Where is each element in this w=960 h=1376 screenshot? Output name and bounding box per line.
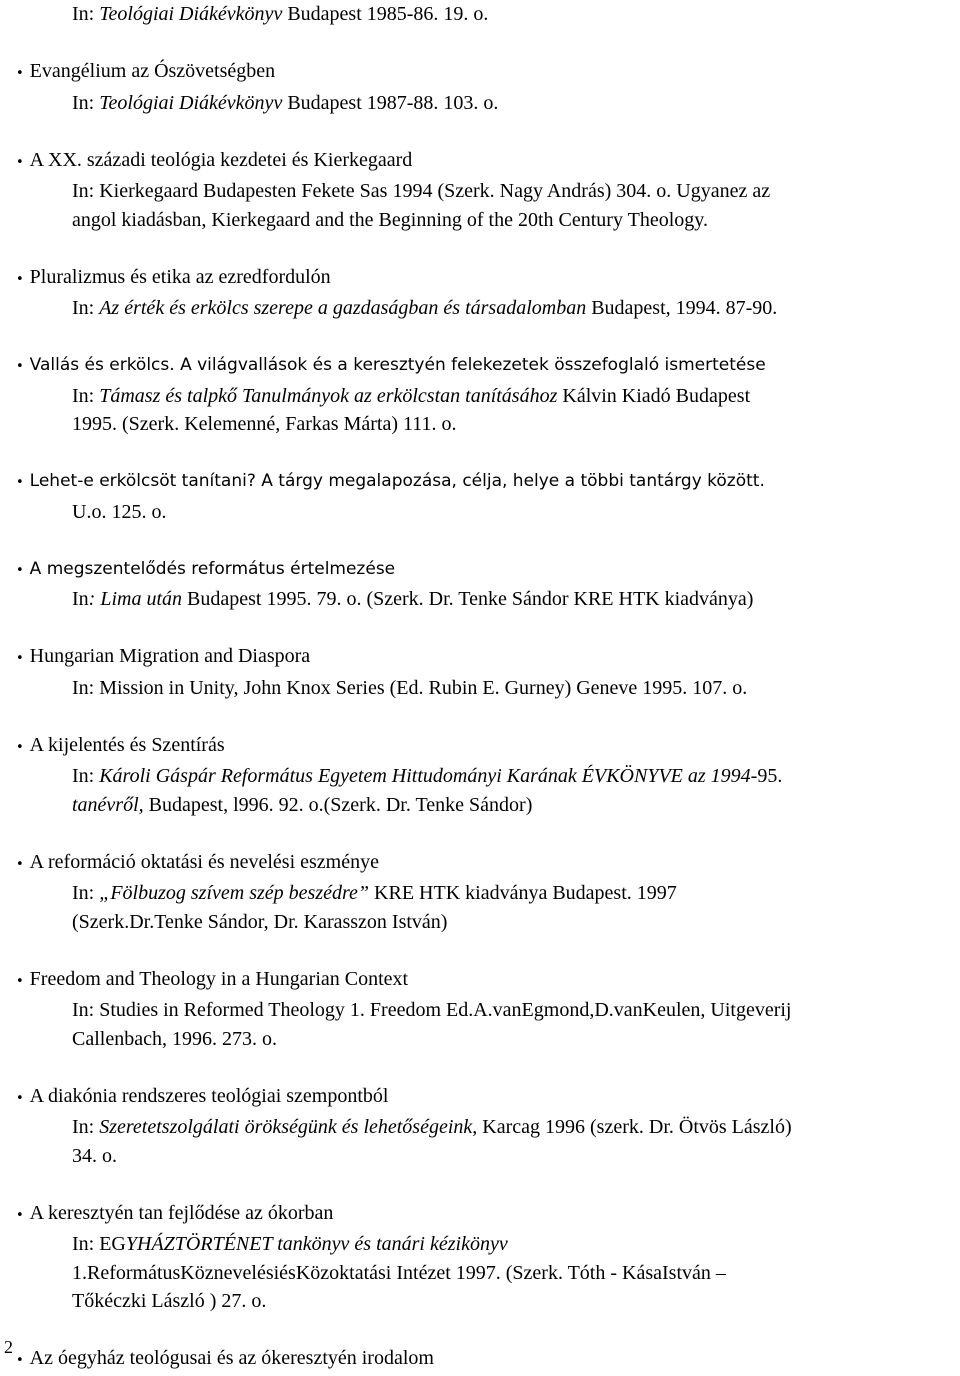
entry-source-line bbox=[72, 177, 952, 206]
entry-title bbox=[14, 57, 952, 89]
list-item bbox=[0, 642, 960, 702]
source-rest: , Karcag 1996 (szerk. Dr. Ötvös László) bbox=[472, 1116, 792, 1138]
entry-title-text: Evangélium az Ószövetségben bbox=[29, 60, 276, 82]
source-italic: Szeretetszolgálati örökségünk és lehetőségeink bbox=[99, 1116, 473, 1138]
source-prefix: In: Mission in Unity, John Knox Series (Ed. Rubin E. Gurney) Geneve 1995. 107. o. bbox=[72, 676, 748, 699]
bullet-icon: • bbox=[16, 154, 24, 170]
bullet-icon: • bbox=[16, 651, 24, 666]
top-fragment bbox=[0, 0, 960, 29]
entry-source-line bbox=[72, 410, 952, 439]
entry-source-line bbox=[72, 762, 952, 791]
entry-title bbox=[14, 467, 952, 498]
source-italic: Teológiai Diákévkönyv bbox=[99, 3, 283, 25]
entry-source-line bbox=[72, 1287, 952, 1316]
source-prefix: In: bbox=[72, 3, 100, 25]
entry-source-line bbox=[72, 294, 952, 323]
entry-source-line bbox=[72, 996, 952, 1025]
list-item bbox=[0, 57, 960, 117]
bullet-icon: • bbox=[16, 66, 24, 81]
bullet-icon: • bbox=[16, 856, 24, 872]
entry-source-line bbox=[72, 674, 952, 703]
entry-title-text: A diakónia rendszeres teológiai szempontból bbox=[29, 1084, 389, 1107]
source-prefix: In: bbox=[72, 765, 100, 787]
bullet-icon: • bbox=[16, 562, 24, 578]
bullet-icon: • bbox=[16, 1207, 24, 1223]
entry-title-text: Hungarian Migration and Diaspora bbox=[29, 645, 311, 667]
list-item bbox=[0, 1082, 960, 1171]
entry-title bbox=[14, 731, 952, 763]
entry-title-text: A megszentelődés református értelmezése bbox=[29, 558, 396, 579]
source-italic: tanévről, bbox=[72, 793, 144, 816]
list-item bbox=[0, 731, 960, 820]
page-number: 2 bbox=[4, 1337, 13, 1357]
source-italic: YHÁZTÖRTÉNET tankönyv és tanári kézikönyv bbox=[125, 1233, 508, 1255]
source-prefix: Callenbach, 1996. 273. o. bbox=[72, 1027, 277, 1050]
entry-title bbox=[14, 1199, 952, 1231]
source-italic: „Fölbuzog szívem szép beszédre” bbox=[99, 882, 370, 904]
entry-title bbox=[14, 1082, 952, 1114]
entry-title-text: Vallás és erkölcs. A világvallások és a keresztyén felekezetek összefoglaló ismertetése bbox=[29, 355, 766, 375]
source-prefix: 1995. (Szerk. Kelemenné, Farkas Márta) 111. o. bbox=[72, 413, 457, 435]
entry-source-line bbox=[72, 1142, 952, 1171]
source-rest: Budapest 1987-88. 103. o. bbox=[282, 91, 499, 114]
list-item bbox=[0, 555, 960, 614]
entry-title bbox=[14, 642, 952, 674]
entry-source-line bbox=[72, 1113, 952, 1142]
source-prefix: In: bbox=[72, 1116, 100, 1138]
source-rest: Budapest, l996. 92. o.(Szerk. Dr. Tenke Sándor) bbox=[143, 793, 533, 816]
source-rest: Kálvin Kiadó Budapest bbox=[557, 384, 751, 407]
entry-title-text: A reformáció oktatási és nevelési eszménye bbox=[29, 850, 379, 873]
entry-source-line bbox=[72, 1025, 952, 1054]
bullet-icon: • bbox=[16, 359, 24, 374]
source-prefix: In: bbox=[72, 297, 100, 319]
bullet-icon: • bbox=[16, 475, 24, 490]
bullet-icon: • bbox=[16, 973, 24, 989]
entry-title bbox=[14, 1344, 952, 1376]
entry-title-text: Lehet-e erkölcsöt tanítani? A tárgy megalapozása, célja, helye a többi tantárgy között. bbox=[29, 471, 765, 491]
source-prefix: In: bbox=[72, 882, 100, 904]
entry-title bbox=[14, 848, 952, 880]
entry-title-text: Az óegyház teológusai és az ókeresztyén irodalom bbox=[29, 1347, 434, 1369]
entry-source-line bbox=[72, 498, 952, 527]
source-prefix: 34. o. bbox=[72, 1144, 117, 1167]
bullet-icon: • bbox=[16, 271, 24, 287]
entry-title bbox=[14, 351, 952, 382]
source-prefix: 1.ReformátusKöznevelésiésKözoktatási Intézet 1997. (Szerk. Tóth - KásaIstván – bbox=[72, 1261, 726, 1284]
source-rest: Budapest 1985-86. 19. o. bbox=[282, 3, 489, 25]
entry-title bbox=[14, 263, 952, 295]
source-italic: Károli Gáspár Református Egyetem Hittudományi Karának ÉVKÖNYVE az 1994- bbox=[99, 765, 758, 787]
source-italic: Támasz és talpkő Tanulmányok az erkölcstan tanításához bbox=[99, 384, 558, 407]
entry-source-line bbox=[72, 206, 952, 235]
entry-title bbox=[14, 965, 952, 997]
source-prefix: angol kiadásban, Kierkegaard and the Beginning of the 20th Century Theology. bbox=[72, 208, 708, 231]
source-prefix: Tőkéczki László ) 27. o. bbox=[72, 1290, 267, 1312]
list-item bbox=[0, 263, 960, 323]
entry-title bbox=[14, 555, 952, 586]
source-prefix: In: EG bbox=[72, 1233, 126, 1255]
source-rest: Budapest 1995. 79. o. (Szerk. Dr. Tenke Sándor KRE HTK kiadványa) bbox=[182, 588, 754, 610]
list-item bbox=[0, 1199, 960, 1316]
source-italic: Az érték és erkölcs szerepe a gazdaságban és társadalomban bbox=[99, 297, 587, 319]
entry-title-text: A kijelentés és Szentírás bbox=[29, 733, 225, 756]
entry-source-line bbox=[72, 791, 952, 820]
entry-title bbox=[14, 146, 952, 178]
source-prefix: In: Studies in Reformed Theology 1. Freedom Ed.A.vanEgmond,D.vanKeulen, Uitgeverij bbox=[72, 999, 792, 1021]
entry-source-line bbox=[72, 89, 952, 118]
source-rest: Budapest, 1994. 87-90. bbox=[586, 297, 778, 319]
source-rest: 95. bbox=[757, 765, 783, 787]
entry-title-text: A keresztyén tan fejlődése az ókorban bbox=[29, 1201, 334, 1224]
source-prefix: In: Kierkegaard Budapesten Fekete Sas 1994 (Szerk. Nagy András) 304. o. Ugyanez az bbox=[72, 180, 771, 202]
source-prefix: In bbox=[72, 588, 89, 610]
entry-source-line bbox=[72, 908, 952, 937]
source-italic: : Lima után bbox=[88, 588, 183, 610]
source-prefix: (Szerk.Dr.Tenke Sándor, Dr. Karasszon István) bbox=[72, 910, 448, 933]
source-rest: KRE HTK kiadványa Budapest. 1997 bbox=[369, 882, 677, 904]
source-prefix: In: bbox=[72, 384, 100, 407]
entry-title-text: A XX. századi teológia kezdetei és Kierkegaard bbox=[29, 148, 413, 171]
entry-title-text: Pluralizmus és etika az ezredfordulón bbox=[29, 265, 331, 288]
list-item bbox=[0, 351, 960, 439]
list-item bbox=[0, 1344, 960, 1376]
entry-source-line bbox=[72, 382, 952, 411]
publication-list bbox=[0, 57, 960, 1376]
bullet-icon: • bbox=[16, 1353, 24, 1368]
source-italic: Teológiai Diákévkönyv bbox=[99, 91, 283, 114]
entry-source-line bbox=[72, 585, 952, 614]
entry-source-line bbox=[72, 879, 952, 908]
list-item bbox=[0, 146, 960, 235]
list-item bbox=[0, 848, 960, 937]
list-item bbox=[0, 965, 960, 1054]
entry-source-line bbox=[72, 1230, 952, 1259]
top-fragment-line bbox=[72, 0, 952, 29]
entry-title-text: Freedom and Theology in a Hungarian Context bbox=[29, 967, 409, 990]
source-prefix: In: bbox=[72, 91, 100, 114]
entry-source-line bbox=[72, 1259, 952, 1288]
bullet-icon: • bbox=[16, 739, 24, 755]
source-prefix: U.o. 125. o. bbox=[72, 500, 167, 523]
bullet-icon: • bbox=[16, 1090, 24, 1106]
list-item bbox=[0, 467, 960, 526]
